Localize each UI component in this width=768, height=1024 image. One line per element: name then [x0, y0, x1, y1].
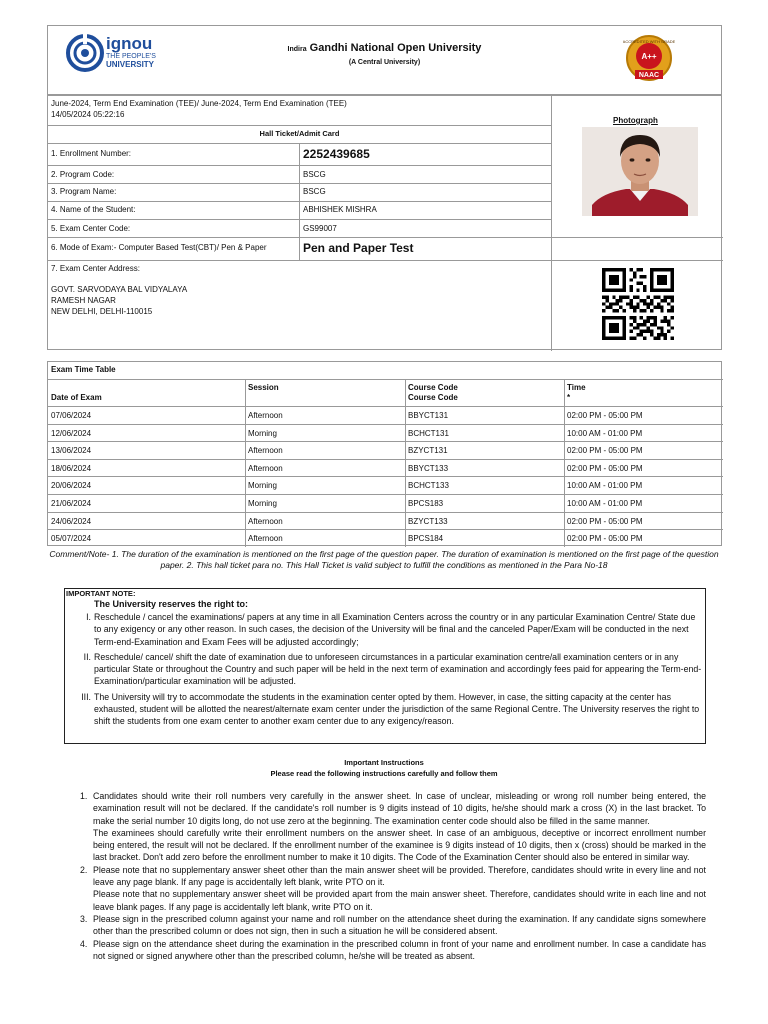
photograph-label: Photograph [613, 116, 658, 125]
row-course-code: BZYCT133 [408, 516, 448, 526]
row-date: 12/06/2024 [51, 428, 92, 438]
important-note-title: IMPORTANT NOTE: [66, 589, 136, 598]
center-address-line1: GOVT. SARVODAYA BAL VIDYALAYA [51, 285, 188, 294]
row-date: 24/06/2024 [51, 516, 92, 526]
center-address-line3: NEW DELHI, DELHI-110015 [51, 307, 153, 316]
row-time: 10:00 AM - 01:00 PM [567, 428, 643, 438]
program-code-value: BSCG [303, 170, 326, 179]
row-time: 10:00 AM - 01:00 PM [567, 481, 643, 491]
row-course-code: BZYCT131 [408, 446, 448, 456]
ignou-logo [66, 34, 176, 74]
row-time: 02:00 PM - 05:00 PM [567, 446, 643, 456]
university-subtitle: (A Central University) [348, 59, 421, 66]
important-note-heading: The University reserves the right to: [94, 599, 249, 609]
row-time: 02:00 PM - 05:00 PM [567, 411, 643, 420]
svg-text:A++: A++ [641, 52, 657, 61]
exam-mode-value: Pen and Paper Test [303, 241, 414, 255]
center-code-label: 5. Exam Center Code: [51, 224, 131, 233]
instructions-heading: Important Instructions Please read the following instructions carefully and follow them [270, 758, 498, 778]
row-session: Morning [248, 481, 277, 491]
row-course-code: BBYCT131 [408, 411, 449, 420]
row-time: 10:00 AM - 01:00 PM [567, 499, 643, 508]
header [47, 25, 722, 95]
col-time: Time [567, 383, 586, 392]
important-note-item: III. The University will try to accommodate the students in the examination center opted by them. However, in case, the sitting capacity at the center has exhausted, student will be allotted the nearest/alternate exam center under the jurisdiction of the same Regional Centre. The University reserves the right to shift the students from one exam center to another exam center due to any exigency/reason. [81, 691, 700, 727]
row-course-code: BCHCT131 [408, 428, 449, 438]
row-date: 20/06/2024 [51, 481, 92, 491]
center-address-line2: RAMESH NAGAR [51, 296, 116, 305]
instructions-list [80, 790, 706, 962]
instruction-item: 1. Candidates should write their roll numbers very carefully in the answer sheet. In case of unclear, misleading or wrong roll number being entered, the examination result will not be declared. If the candidate's roll number is 9 digits instead of 10 digits, he/she should mark a cross (X) in the last bracket. To make the serial number 10 digits long, do not use zero at the beginning. The examination center code should also be filled in the same manner. The examinees should carefully write their enrollment numbers on the answer sheet. In case of an ambiguous, deceptive or incorrect enrollment number being entered, the result will not be declared. If the enrollment number of the examinee is 9 digits instead of 10 digits, then x (cross) should be marked in the last bracket. Don't add zero before the enrollment number to make it 10 digits. The Code of the Examination Center should also be entered in similar way. [80, 791, 706, 863]
student-photograph [582, 127, 698, 216]
hall-ticket-title: Hall Ticket/Admit Card [259, 129, 340, 138]
row-date: 18/06/2024 [51, 463, 92, 473]
row-session: Morning [248, 428, 277, 438]
qr-code-icon [598, 268, 678, 340]
row-course-code: BPCS183 [408, 499, 444, 508]
important-note-item: II. Reschedule/ cancel/ shift the date of examination due to unforeseen circumstances in a particular examination centre/all examination centers or in any particular State or throughout the Country and such paper will be held in the next term of examination and accordingly fees paid for appearing the Term-end-Examination/particular examination will be adjusted. [83, 651, 702, 687]
row-course-code: BCHCT133 [408, 481, 449, 491]
row-time: 02:00 PM - 05:00 PM [567, 534, 643, 544]
row-session: Afternoon [248, 463, 283, 473]
student-name-value: ABHISHEK MISHRA [303, 205, 377, 214]
center-address-label: 7. Exam Center Address: [51, 264, 140, 273]
col-time-mark: * [567, 393, 571, 402]
row-session: Afternoon [248, 534, 283, 544]
logo-tagline: THE PEOPLE'S UNIVERSITY [106, 53, 156, 69]
row-date: 07/06/2024 [51, 411, 92, 420]
row-session: Afternoon [248, 446, 283, 456]
instruction-item: 3. Please sign in the prescribed column against your name and roll number on the attendance sheet during the examination. If any candidate signs somewhere other than the prescribed column or does not sign, then in such a situation he will be considered absent. [80, 913, 706, 937]
center-code-value: GS99007 [303, 224, 337, 233]
row-date: 05/07/2024 [51, 534, 92, 544]
col-session: Session [248, 383, 279, 392]
row-time: 02:00 PM - 05:00 PM [567, 516, 643, 526]
exam-time-table [47, 361, 722, 546]
exam-session: June-2024, Term End Examination (TEE)/ June-2024, Term End Examination (TEE) [51, 99, 347, 108]
col-date: Date of Exam [51, 393, 102, 402]
timetable-title: Exam Time Table [51, 365, 116, 374]
university-name: Indira Gandhi National Open University [287, 42, 482, 54]
row-course-code: BBYCT133 [408, 463, 449, 473]
row-date: 21/06/2024 [51, 499, 92, 508]
generated-timestamp: 14/05/2024 05:22:16 [51, 110, 125, 119]
enrollment-label: 1. Enrollment Number: [51, 149, 132, 158]
important-note-list [77, 611, 703, 731]
program-code-label: 2. Program Code: [51, 170, 115, 179]
instruction-item: 2. Please note that no supplementary answer sheet other than the main answer sheet will be provided. Therefore, candidates should write in every line and not leave any page blank. If any page is accidentally left blank, write PTO on it. Please note that no supplementary answer sheet will be provided apart from the main answer sheet. Therefore, candidates should write in each line and not leave blank pages. If any page is accidentally left blank, write PTO on it. [80, 864, 706, 912]
comment-note: Comment/Note- 1. The duration of the examination is mentioned on the first page of the question paper. The duration of examination is mentioned on the first page of the question paper. 2. This hall ticket para no. This Hall Ticket is valid subject to fulfill the conditions as mentioned in the Para No-18 [49, 549, 719, 570]
exam-mode-label: 6. Mode of Exam:- Computer Based Test(CBT)/ Pen & Paper [51, 243, 267, 252]
row-date: 13/06/2024 [51, 446, 92, 456]
row-session: Morning [248, 499, 277, 508]
important-note-box [64, 588, 706, 744]
svg-text:NAAC: NAAC [638, 72, 660, 79]
col-course-code-2: Course Code [408, 393, 458, 402]
student-name-label: 4. Name of the Student: [51, 205, 136, 214]
row-course-code: BPCS184 [408, 534, 444, 544]
logo-text: ignou [106, 34, 153, 53]
row-session: Afternoon [248, 516, 283, 526]
program-name-label: 3. Program Name: [51, 187, 117, 196]
enrollment-number: 2252439685 [303, 147, 370, 161]
row-time: 02:00 PM - 05:00 PM [567, 463, 643, 473]
svg-text:ACCREDITED WITH GRADE: ACCREDITED WITH GRADE [623, 39, 675, 44]
instruction-item: 4. Please sign on the attendance sheet during the examination in the prescribed column in front of your name and enrollment number. In case a candidate has not signed or signed anywhere other than the prescribed column, he/she will be treated as absent. [80, 938, 706, 961]
admit-card-details [47, 95, 722, 350]
important-note-item: I. Reschedule / cancel the examinations/ papers at any time in all Examination Centers across the country or in any particular Examination Centre/ State due to any exigency or any other reason. In such cases, the decision of the University will be final and the canceled Paper/Exam will be conducted in the next Term-end-Examination and Exam Fees will be adjusted accordingly; [86, 612, 696, 647]
col-course-code: Course Code [408, 383, 458, 392]
row-session: Afternoon [248, 411, 283, 420]
program-name-value: BSCG [303, 187, 326, 196]
naac-badge-icon [623, 34, 675, 86]
